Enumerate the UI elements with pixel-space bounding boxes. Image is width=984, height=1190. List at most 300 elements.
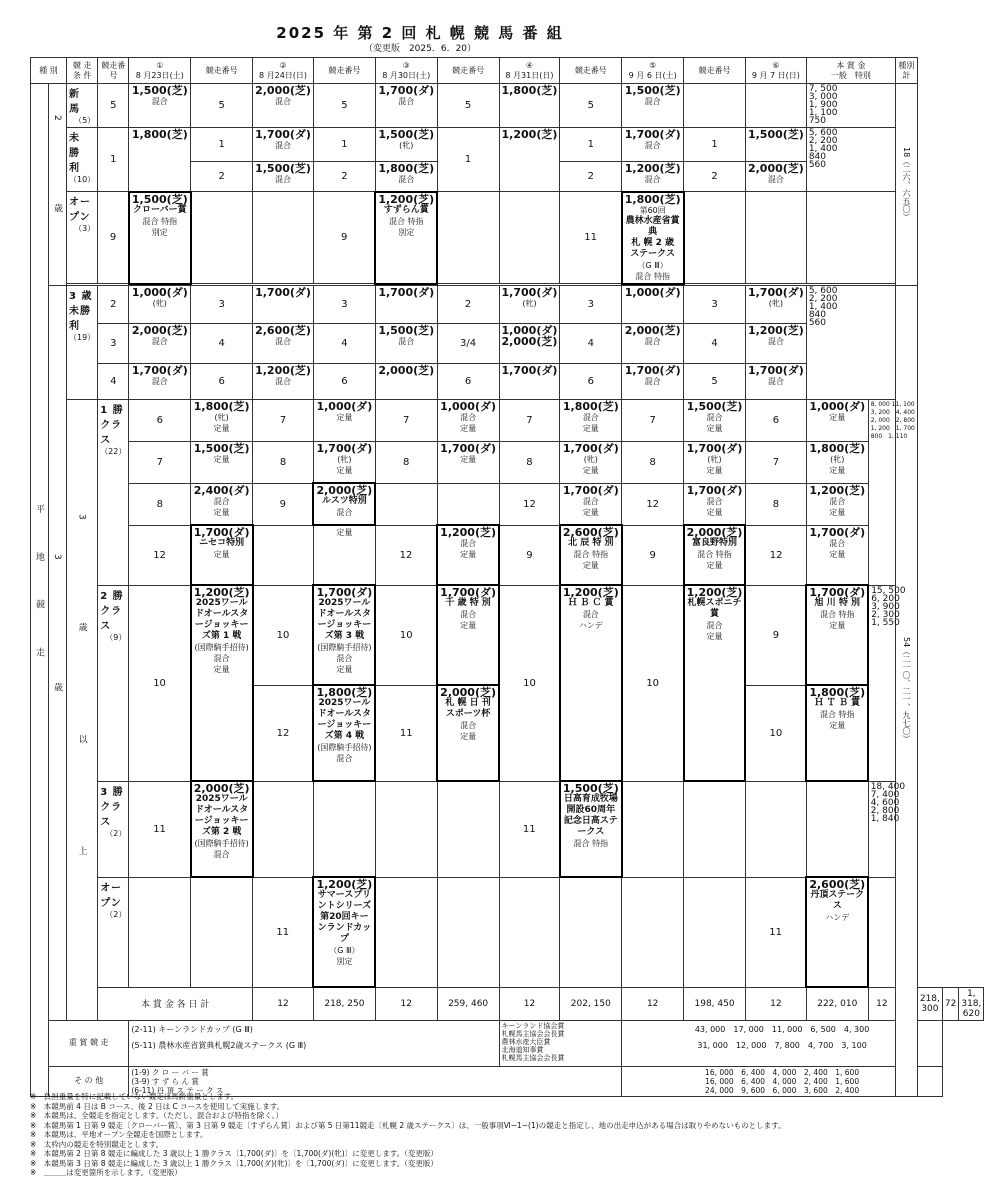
text-label: 定量 xyxy=(336,665,353,674)
table-cell: 218, 300 xyxy=(917,987,942,1020)
table-cell: 4 xyxy=(191,323,253,363)
header-kind: 種 別 xyxy=(31,58,67,84)
text-label: 3 歳未勝利 xyxy=(69,290,93,332)
table-cell xyxy=(191,877,253,987)
table-cell: 5 xyxy=(560,84,622,128)
table-cell xyxy=(745,84,806,128)
table-cell xyxy=(622,84,684,128)
table-cell xyxy=(806,585,868,685)
table-cell: 5 xyxy=(684,363,746,399)
table-cell xyxy=(622,323,684,363)
text-label: 1,700(ダ) xyxy=(809,525,866,539)
page-subtitle: （変更版 2025．6．20） xyxy=(363,44,477,54)
text-label: (2-11) キーンランドカップ (G Ⅲ) xyxy=(131,1024,253,1034)
table-cell: 9 xyxy=(499,525,560,585)
table-cell: 8 xyxy=(253,441,314,483)
table-cell xyxy=(191,525,253,585)
table-cell xyxy=(375,84,437,128)
text-label: 混合 xyxy=(213,850,230,859)
text-label: 混合 xyxy=(151,376,168,386)
text-label: 混合 xyxy=(275,336,292,346)
text-label: 定量 xyxy=(706,632,723,641)
text-label: 1,700(ダ) xyxy=(686,483,743,497)
text-label: 1,800(芝) xyxy=(193,399,250,413)
table-cell xyxy=(129,128,191,192)
table-cell xyxy=(806,441,868,483)
text-label: 定量 xyxy=(460,732,477,741)
text-label: 混合 xyxy=(398,97,415,106)
prize-newcomer: 7, 500 3, 000 1, 900 1, 100 750 xyxy=(806,84,895,128)
others-label: そ の 他 xyxy=(49,1066,129,1096)
text-label: 1,500(芝) xyxy=(131,192,188,206)
text-label: 定量 xyxy=(582,507,599,517)
text-label: 混合 特指 xyxy=(697,550,732,559)
header-day-4 xyxy=(499,58,560,84)
table-cell: 7 xyxy=(745,441,806,483)
table-cell xyxy=(684,877,746,987)
text-label: ※ 本競馬第 1 日第 9 競走〔クローバー賞〕、第 3 日第 9 競走〔すずらん賞〕および第 5 日第11競走〔札幌 2 歳ステークス〕は、一般事項Ⅵ−1−(1)の競走と指定し、地の出走申込がある場合は取りやめないものとします。 xyxy=(30,1120,786,1130)
text-label: (国際騎手招待) xyxy=(194,643,249,652)
table-cell: 6 xyxy=(129,399,191,441)
text-label: 2,000(芝) xyxy=(686,526,743,539)
table-cell xyxy=(806,877,868,987)
text-label: (牝) xyxy=(152,298,167,308)
age3up-total: 54（二一〇、二一、九七〇） xyxy=(896,285,918,1096)
text-label: 混合 特指 xyxy=(142,216,178,226)
table-cell: 2 xyxy=(98,285,129,323)
text-label: 1,700(ダ) xyxy=(747,363,804,377)
table-cell xyxy=(129,323,191,363)
text-label: 混合 xyxy=(398,175,415,184)
table-cell: 7 xyxy=(499,399,560,441)
table-cell: 3 xyxy=(191,285,253,323)
text-label: ※ 太枠内の競走を特別競走とします。 xyxy=(30,1139,164,1149)
table-cell: 8 xyxy=(499,441,560,483)
text-label: 混合 xyxy=(706,496,723,506)
text-label: 混合 xyxy=(829,538,846,548)
table-cell xyxy=(437,877,499,987)
text-label: 1 勝クラス xyxy=(100,404,124,446)
text-label: 1,200(芝) xyxy=(809,483,866,497)
text-label: 混合 xyxy=(582,496,599,506)
text-label: 農林水産省賞典 xyxy=(625,215,680,237)
text-label: 2,000(芝) xyxy=(316,484,373,497)
text-label: (国際騎手招待) xyxy=(317,643,372,652)
table-cell: 10 xyxy=(253,585,314,685)
text-label: 混合 特指 xyxy=(635,271,670,281)
page-title: 2025 年 第 2 回 札 幌 競 馬 番 組 xyxy=(276,24,564,42)
text-label: ① xyxy=(156,60,164,70)
text-label: 混合 xyxy=(582,610,599,619)
table-cell xyxy=(375,128,437,162)
text-label: 2025ワールドオールスタージョッキーズ第 3 戦 xyxy=(317,598,372,641)
text-label: 混合 xyxy=(706,412,723,422)
text-label: 定量 xyxy=(582,561,599,570)
table-cell: 8, 000 11, 100 3, 200 4, 400 2, 000 2, 800 1, 200 1, 700 800 1, 110 xyxy=(868,399,917,585)
category-3yo-maiden xyxy=(67,285,98,399)
header-day-6 xyxy=(745,58,806,84)
table-cell: 12 xyxy=(499,987,560,1020)
table-cell xyxy=(437,525,499,585)
table-cell: 競走番号 xyxy=(437,58,499,84)
table-cell xyxy=(684,525,746,585)
text-label: 1,000(ダ) xyxy=(131,285,188,299)
table-cell xyxy=(745,128,806,162)
category-maiden xyxy=(67,128,98,192)
table-cell: 6 xyxy=(745,399,806,441)
header-total: 種別計 xyxy=(896,58,918,84)
table-cell: 222, 010 xyxy=(806,987,868,1020)
table-cell xyxy=(129,285,191,323)
table-cell xyxy=(684,781,746,877)
text-label: 1,700(ダ) xyxy=(747,285,804,299)
table-cell: 1 xyxy=(437,128,499,192)
text-label: 1,500(芝) xyxy=(255,162,311,175)
table-cell: 11 xyxy=(745,877,806,987)
text-label: 定量 xyxy=(582,465,599,475)
text-label: ハンデ xyxy=(825,913,850,922)
table-cell xyxy=(253,363,314,399)
text-label: 混合 xyxy=(275,376,292,386)
text-label: 混合 xyxy=(644,376,661,386)
table-cell xyxy=(806,192,895,284)
text-label: 1,200(芝) xyxy=(747,323,804,337)
text-label: 1,700(ダ) xyxy=(316,441,373,455)
table-cell xyxy=(622,781,684,877)
table-cell: 11 xyxy=(129,781,191,877)
table-cell: 7 xyxy=(253,399,314,441)
footnotes xyxy=(30,1092,820,1178)
table-cell: 12 xyxy=(253,987,314,1020)
table-cell: 6 xyxy=(191,363,253,399)
table-cell: 6 xyxy=(437,363,499,399)
table-cell xyxy=(684,399,746,441)
text-label: 2,000(芝) xyxy=(378,363,435,377)
text-label: 混合 xyxy=(275,175,292,184)
table-cell: 218, 250 xyxy=(313,987,375,1020)
text-label: （9） xyxy=(105,632,127,642)
text-label: （G Ⅲ） xyxy=(637,260,668,270)
text-label: 別定 xyxy=(398,227,415,237)
table-cell xyxy=(806,525,868,585)
text-label: 1,700(ダ) xyxy=(131,363,188,377)
text-label: 混合 xyxy=(644,336,661,346)
text-label: 1,500(芝) xyxy=(747,128,804,141)
table-cell xyxy=(437,399,499,441)
table-cell xyxy=(560,781,622,877)
table-cell: 12 xyxy=(129,525,191,585)
text-label: 2,000(芝) xyxy=(747,162,804,175)
table-cell xyxy=(745,323,806,363)
text-label: 1,000(ダ) xyxy=(316,399,373,413)
table-cell xyxy=(745,781,806,877)
text-label: （5） xyxy=(74,116,96,125)
table-cell xyxy=(129,84,191,128)
table-cell: 11 xyxy=(560,192,622,284)
text-label: 別定 xyxy=(151,227,168,237)
text-label: 混合 xyxy=(151,336,168,346)
text-label: ハンデ xyxy=(578,621,603,630)
text-label: 日高育成牧場開設60周年記念日高ステークス xyxy=(563,794,618,837)
table-cell: キーンランド協会賞 札幌馬主協会会長賞 農林水産大臣賞 北海道知事賞 札幌馬主協会会長賞 xyxy=(499,1020,622,1066)
table-cell: 1 xyxy=(684,128,746,162)
text-label: ※ 本競馬第 3 日第 8 競走に編成した 3 歳以上 1 勝クラス〔1,700(ダ)(牝)〕を〔1,700(ダ)〕に変更します。（変更版） xyxy=(30,1158,438,1168)
table-cell xyxy=(560,483,622,525)
text-label: 1,500(芝) xyxy=(193,441,250,455)
text-label: 8 月30日(土) xyxy=(382,70,431,80)
honors-label: 重 賞 競 走 xyxy=(49,1020,129,1066)
text-label: 1,500(芝) xyxy=(624,84,681,97)
text-label: 定量 xyxy=(213,550,230,559)
table-cell xyxy=(622,192,684,284)
text-label: ルスツ特別 xyxy=(322,496,367,506)
table-cell xyxy=(499,285,560,323)
text-label: 北 辰 特 別 xyxy=(568,538,614,548)
text-label: ※ 本競馬は、全競走を指定とします。（ただし、混合および特指を除く。） xyxy=(30,1111,284,1120)
text-label: 2,400(ダ) xyxy=(193,483,250,497)
text-label: （3） xyxy=(74,224,96,233)
table-cell xyxy=(253,84,314,128)
text-label: 混合 xyxy=(460,412,477,422)
table-cell xyxy=(806,781,868,877)
table-cell: 8 xyxy=(622,441,684,483)
table-cell: 2 xyxy=(313,162,375,192)
table-cell xyxy=(313,585,375,685)
text-label: 旭 川 特 別 xyxy=(814,598,860,608)
table-cell xyxy=(745,192,806,284)
text-label: 定量 xyxy=(829,549,846,559)
text-label: 定量 xyxy=(460,454,477,464)
text-label: 1,500(芝) xyxy=(686,399,743,413)
text-label: 定量 xyxy=(336,528,353,537)
text-label: 2,600(芝) xyxy=(562,526,619,539)
table-cell: 6 xyxy=(313,363,375,399)
text-label: 混合 xyxy=(213,654,230,663)
text-label: 1,200(芝) xyxy=(562,586,619,599)
text-label: 1,800(芝) xyxy=(316,686,373,699)
table-cell: 10 xyxy=(375,585,437,685)
text-label: 1,200(芝) xyxy=(440,526,497,539)
text-label: 2,000(芝) xyxy=(193,782,250,795)
text-label: 新 馬 xyxy=(69,89,91,115)
text-label: 混合 特指 xyxy=(573,839,609,848)
table-cell: 10 xyxy=(499,585,560,781)
text-label: 未 勝 利 xyxy=(69,133,80,174)
text-label: ※ 本競馬は、平地オープン全競走を国際とします。 xyxy=(30,1130,208,1139)
table-cell: 12 xyxy=(375,525,437,585)
table-cell xyxy=(253,525,314,585)
table-cell xyxy=(313,877,375,987)
text-label: オープン xyxy=(100,882,123,909)
text-label: 43, 000 17, 000 11, 000 6, 500 4, 300 xyxy=(694,1024,870,1034)
table-cell xyxy=(499,84,560,128)
table-cell xyxy=(684,585,746,781)
text-label: 31, 000 12, 000 7, 800 4, 700 3, 100 xyxy=(697,1040,867,1050)
text-label: 1,200(芝) xyxy=(501,128,558,141)
header-no: 競走番号 xyxy=(98,58,129,84)
text-label: 1,700(ダ) xyxy=(440,441,497,455)
text-label: 混合 xyxy=(767,336,784,346)
table-cell xyxy=(313,483,375,525)
table-cell: 12 xyxy=(499,483,560,525)
text-label: 2,000(芝) xyxy=(255,84,311,97)
text-label: 定量 xyxy=(829,507,846,517)
table-cell xyxy=(560,441,622,483)
text-label: （22） xyxy=(100,446,127,456)
table-cell xyxy=(684,483,746,525)
text-label: 本 賞 金 xyxy=(836,60,866,70)
text-label: （19） xyxy=(69,332,96,342)
text-label: 混合 xyxy=(213,496,230,506)
text-label: (国際騎手招待) xyxy=(317,743,372,752)
header-prize xyxy=(806,58,895,84)
table-cell: 3 xyxy=(684,285,746,323)
text-label: 混合 xyxy=(336,654,353,663)
table-cell xyxy=(499,877,560,987)
text-label: 1,700(ダ) xyxy=(624,128,681,141)
table-cell xyxy=(253,781,314,877)
table-cell xyxy=(745,285,806,323)
table-cell: 12 xyxy=(375,987,437,1020)
table-cell: 11 xyxy=(253,877,314,987)
category-open-2yo xyxy=(67,192,98,284)
table-cell: 5, 600 2, 200 1, 400 840 560 xyxy=(806,128,895,192)
text-label: 1,200(芝) xyxy=(624,162,681,175)
text-label: 定量 xyxy=(582,423,599,433)
text-label: 混合 xyxy=(644,175,661,184)
table-cell: 15, 500 6, 200 3, 900 2, 300 1, 550 xyxy=(868,585,917,781)
table-cell: 競走番号 xyxy=(560,58,622,84)
table-cell xyxy=(437,685,499,781)
text-label: 定量 xyxy=(829,465,846,475)
category-newcomer xyxy=(67,84,98,128)
table-cell: 4 xyxy=(560,323,622,363)
text-label: 混合 xyxy=(336,754,353,763)
table-cell xyxy=(622,1020,943,1066)
table-cell: 2 xyxy=(560,162,622,192)
table-cell: 7 xyxy=(622,399,684,441)
table-cell xyxy=(253,285,314,323)
table-cell xyxy=(499,128,560,192)
text-label: (牝) xyxy=(583,454,598,464)
text-label: 2025ワールドオールスタージョッキーズ第 4 戦 xyxy=(317,698,372,741)
text-label: ニセコ特別 xyxy=(199,538,245,548)
text-label: 定量 xyxy=(213,423,230,433)
table-cell: 1 xyxy=(98,128,129,192)
text-label: (国際騎手招待) xyxy=(194,839,249,848)
table-cell: 4 xyxy=(684,323,746,363)
text-label: 混合 xyxy=(275,97,292,106)
text-label: 2 勝クラス xyxy=(100,590,124,632)
text-label: 札幌スポニチ賞 xyxy=(687,598,742,619)
table-cell: 3 xyxy=(560,285,622,323)
text-label: クローバー賞 xyxy=(133,204,187,215)
table-cell xyxy=(684,441,746,483)
table-cell xyxy=(499,323,560,363)
text-label: 1,700(ダ) xyxy=(501,363,558,377)
table-cell xyxy=(806,399,868,441)
text-label: 1,800(芝) xyxy=(809,686,866,699)
table-cell: 3 xyxy=(98,323,129,363)
text-label: 混合 xyxy=(829,496,846,506)
table-cell: 12 xyxy=(622,483,684,525)
table-cell: 72 xyxy=(942,987,958,1020)
text-label: 1,500(芝) xyxy=(378,323,435,337)
text-label: 1,700(ダ) xyxy=(686,441,743,455)
age2-total: 18（二六、六五〇） xyxy=(896,84,918,286)
table-cell xyxy=(622,285,684,323)
text-label: 1,700(ダ) xyxy=(193,526,250,539)
text-label: (牝) xyxy=(768,298,784,308)
table-cell xyxy=(253,323,314,363)
table-cell xyxy=(253,192,314,284)
text-label: 1,700(ダ) xyxy=(255,128,311,141)
table-cell xyxy=(375,781,437,877)
text-label: 1,700(ダ) xyxy=(562,441,619,455)
text-label: 定量 xyxy=(213,454,230,464)
text-label: 混合 xyxy=(767,175,784,184)
table-cell xyxy=(684,192,746,284)
table-cell: 7 xyxy=(375,399,437,441)
table-cell: (1-9) ク ロ ー バ ー 賞 (3-9) す ず ら ん 賞 (6-11) 丹 頂 ス テ ー ク ス xyxy=(129,1066,622,1096)
table-cell: 7 xyxy=(129,441,191,483)
table-cell: 2 xyxy=(191,162,253,192)
text-label: 1,200(芝) xyxy=(378,192,435,206)
text-label: 9 月 7 日(日) xyxy=(751,70,800,80)
table-cell xyxy=(129,877,191,987)
table-cell: 5, 600 2, 200 1, 400 840 560 xyxy=(806,285,895,399)
table-cell xyxy=(129,1020,499,1066)
table-cell xyxy=(191,192,253,284)
text-label: （10） xyxy=(69,175,96,184)
text-label: 混合 xyxy=(460,721,477,730)
table-cell xyxy=(375,285,437,323)
table-cell xyxy=(253,128,314,162)
table-cell: 1 xyxy=(191,128,253,162)
table-cell xyxy=(622,877,684,987)
text-label: 2,000(芝) xyxy=(624,323,681,337)
table-cell xyxy=(313,441,375,483)
table-cell: 3 xyxy=(313,285,375,323)
table-cell xyxy=(191,483,253,525)
text-label: 千 歳 特 別 xyxy=(445,598,491,608)
table-cell xyxy=(375,483,437,525)
text-label: 1,000(ダ) xyxy=(624,285,681,299)
table-cell: 12 xyxy=(622,987,684,1020)
table-cell xyxy=(191,585,253,781)
text-label: 1,200(芝) xyxy=(686,586,743,599)
category-open xyxy=(98,877,129,987)
text-label: 2,600(芝) xyxy=(809,878,866,891)
text-label: 定量 xyxy=(460,550,477,559)
text-label: 2025ワールドオールスタージョッキーズ第 2 戦 xyxy=(194,794,249,837)
table-cell: 202, 150 xyxy=(560,987,622,1020)
text-label: ※ 本競馬前 4 日は B コース、後 2 日は C コースを使用して実施します。 xyxy=(30,1101,285,1111)
text-label: 1,700(ダ) xyxy=(378,84,435,97)
header-day-2 xyxy=(253,58,314,84)
table-cell xyxy=(313,399,375,441)
text-label: 一般 特別 xyxy=(830,70,871,80)
table-cell xyxy=(806,483,868,525)
text-label: Ｈ Ｔ Ｂ 賞 xyxy=(814,698,860,708)
text-label: （G Ⅲ） xyxy=(329,946,360,955)
text-label: 2025ワールドオールスタージョッキーズ第 1 戦 xyxy=(194,598,249,641)
text-label: 混合 xyxy=(644,141,661,150)
text-label: ⑤ xyxy=(649,60,657,70)
text-label: 混合 xyxy=(398,336,415,346)
table-cell xyxy=(191,399,253,441)
table-cell: 1 xyxy=(313,128,375,162)
